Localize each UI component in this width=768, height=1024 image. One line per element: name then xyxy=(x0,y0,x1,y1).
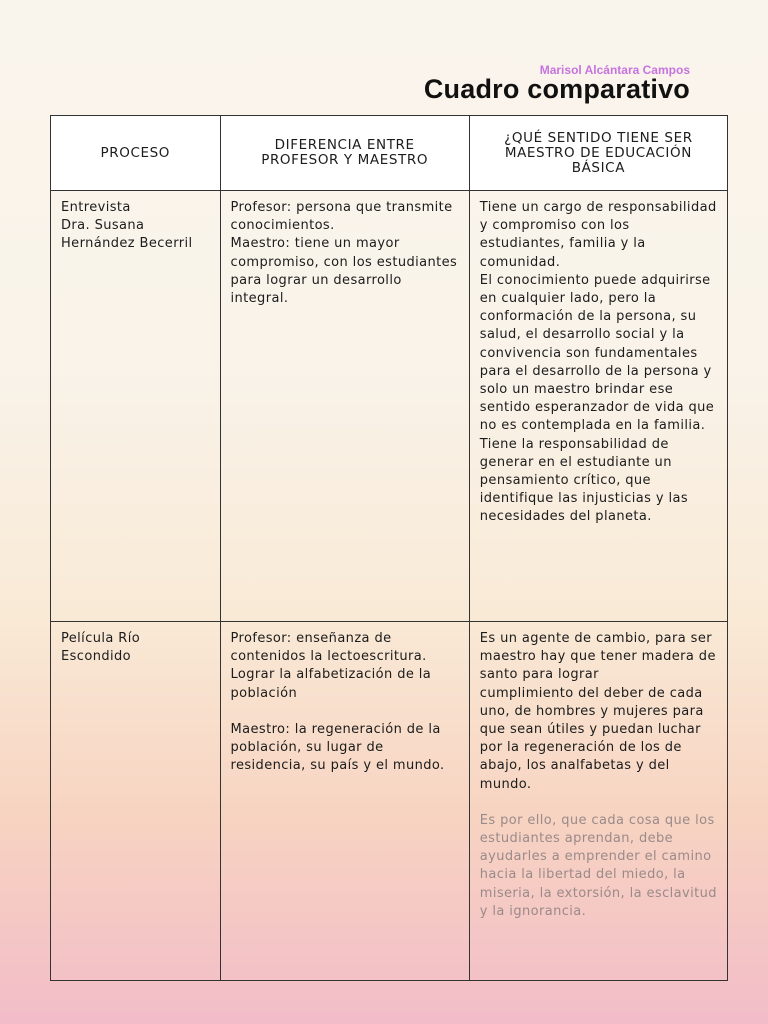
cell-diferencia: Profesor: persona que transmite conocimientos. Maestro: tiene un mayor compromiso, con los estudiantes para lograr un desarrollo integral. xyxy=(221,191,470,621)
cell-diferencia xyxy=(221,622,470,980)
comparison-table xyxy=(50,115,728,981)
diferencia-paragraph: Profesor: enseñanza de contenidos la lectoescritura. Lograr la alfabetización de la población xyxy=(230,631,432,701)
document-title: Cuadro comparativo xyxy=(423,74,690,104)
table-header-row xyxy=(51,116,727,191)
cell-proceso: Película Río Escondido xyxy=(51,622,221,980)
sentido-paragraph: Es un agente de cambio, para ser maestro hay que tener madera de santo para lograr cumplimiento del deber de cada uno, de hombres y mujeres para que sean útiles y puedan luchar por la regeneración de los de abajo, los analfabetas y del mundo. xyxy=(479,631,716,792)
header-proceso: PROCESO xyxy=(51,116,221,190)
author-name: Marisol Alcántara Campos xyxy=(539,63,690,77)
cell-sentido: Tiene un cargo de responsabilidad y compromiso con los estudiantes, familia y la comunidad. El conocimiento puede adquirirse en cualquier lado, pero la conformación de la persona, su salud, el desarrollo social y la convivencia son fundamentales para el desarrollo de la persona y solo un maestro brindar ese sentido esperanzador de vida que no es contemplada en la familia. Tiene la responsabilidad de generar en el estudiante un pensamiento crítico, que identifique las injusticias y las necesidades del planeta. xyxy=(479,200,717,525)
table-row xyxy=(51,191,727,622)
cell-proceso: Entrevista Dra. Susana Hernández Becerril xyxy=(51,191,221,621)
diferencia-paragraph: Maestro: la regeneración de la población, su lugar de residencia, su país y el mundo. xyxy=(230,721,445,774)
sentido-paragraph: Es por ello, que cada cosa que los estudiantes aprendan, debe ayudarles a emprender el camino hacia la libertad del miedo, la miseria, la extorsión, la esclavitud y la ignorancia. xyxy=(479,812,717,919)
header-diferencia: DIFERENCIA ENTRE PROFESOR Y MAESTRO xyxy=(221,116,470,190)
table-row xyxy=(51,622,727,980)
cell-sentido xyxy=(470,622,727,980)
header-sentido: ¿QUÉ SENTIDO TIENE SER MAESTRO DE EDUCACIÓN BÁSICA xyxy=(504,129,693,176)
